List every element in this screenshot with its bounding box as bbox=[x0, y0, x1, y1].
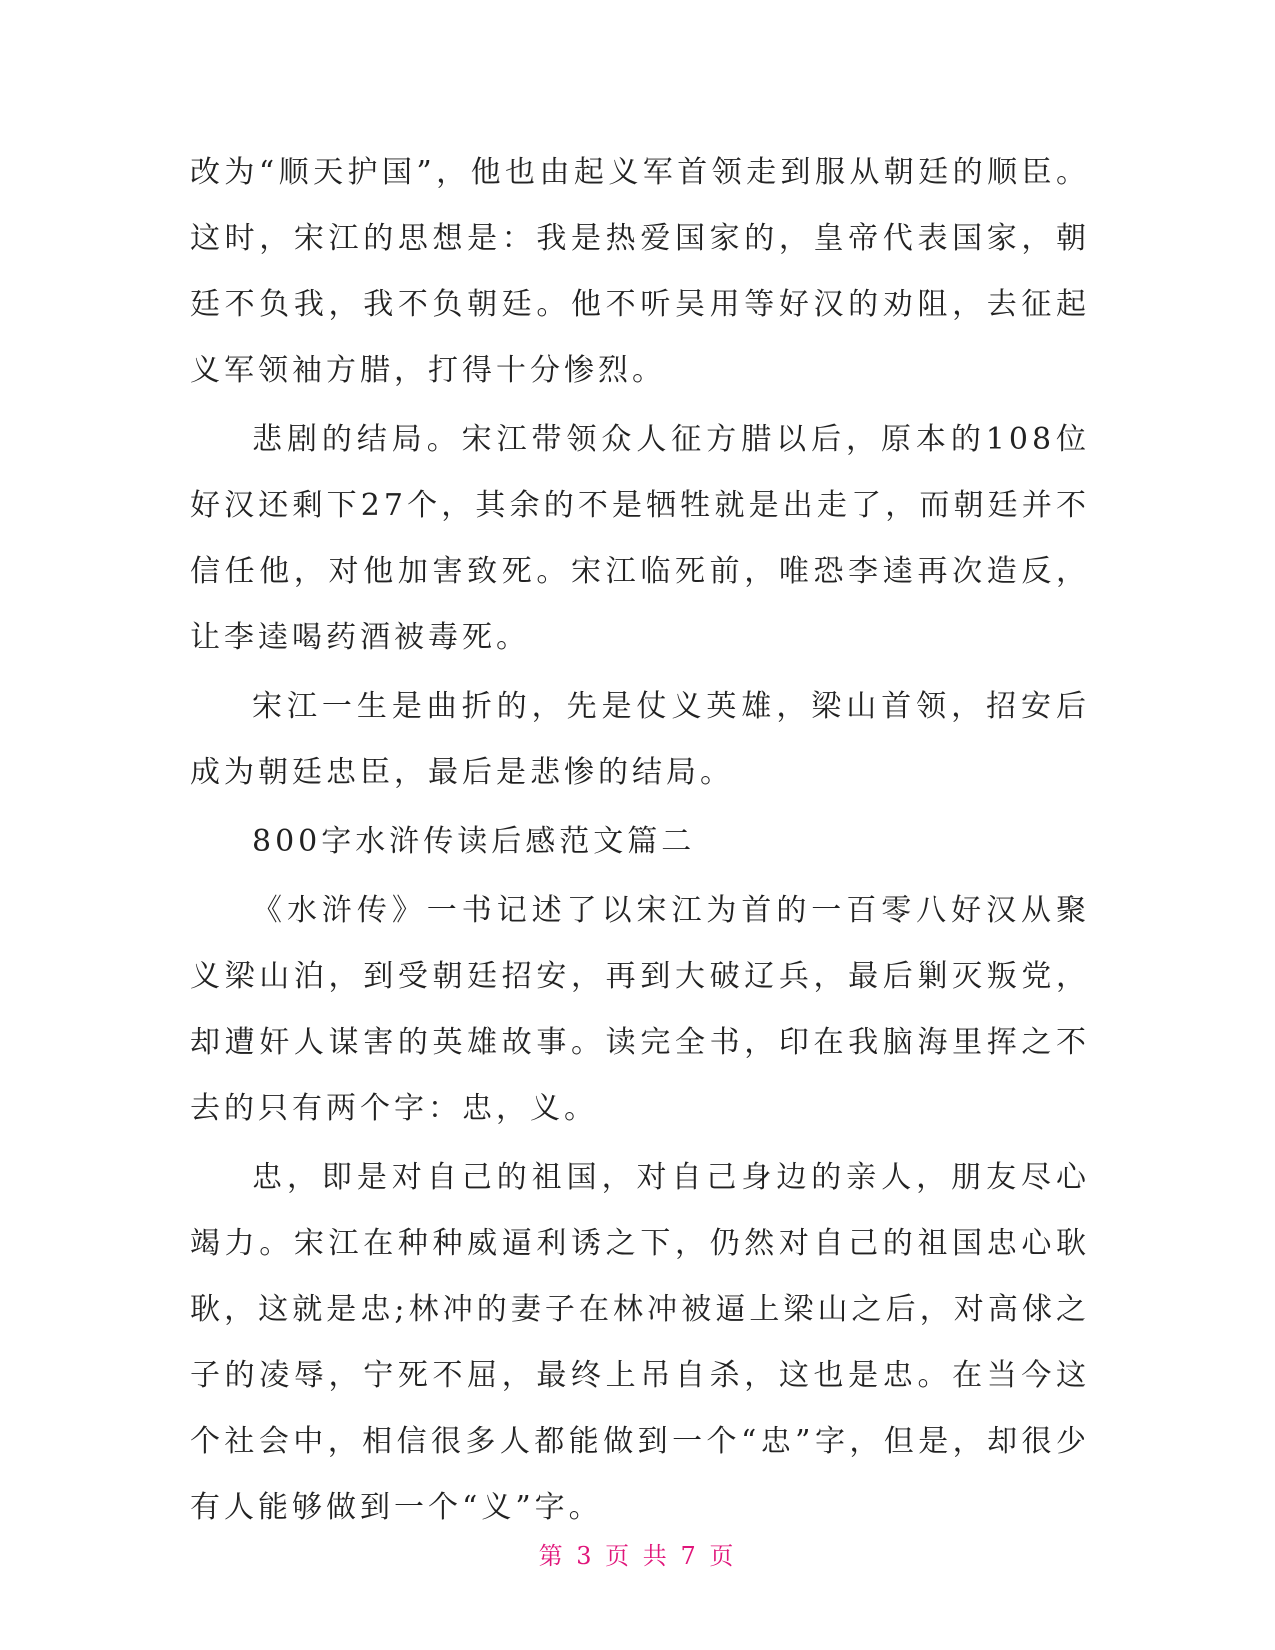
section-heading: 800字水浒传读后感范文篇二 bbox=[252, 824, 696, 859]
paragraph: 悲剧的结局。宋江带领众人征方腊以后，原本的108位好汉还剩下27个，其余的不是牺牲就是出走了，而朝廷并不信任他，对他加害致死。宋江临死前，唯恐李逵再次造反，让李逵喝药酒被毒死。 bbox=[190, 422, 1090, 655]
paragraph: 《水浒传》一书记述了以宋江为首的一百零八好汉从聚义梁山泊，到受朝廷招安，再到大破辽兵，最后剿灭叛党，却遭奸人谋害的英雄故事。读完全书，印在我脑海里挥之不去的只有两个字：忠，义。 bbox=[190, 893, 1090, 1126]
paragraph: 改为“顺天护国”，他也由起义军首领走到服从朝廷的顺臣。这时，宋江的思想是：我是热爱国家的，皇帝代表国家，朝廷不负我，我不负朝廷。他不听吴用等好汉的劝阻，去征起义军领袖方腊，打得十分惨烈。 bbox=[190, 155, 1090, 388]
document-body bbox=[190, 140, 1090, 1544]
page-number-footer: 第 3 页 共 7 页 bbox=[538, 1542, 737, 1570]
paragraph: 宋江一生是曲折的，先是仗义英雄，梁山首领，招安后成为朝廷忠臣，最后是悲惨的结局。 bbox=[190, 689, 1090, 790]
paragraph: 忠，即是对自己的祖国，对自己身边的亲人，朋友尽心竭力。宋江在种种威逼利诱之下，仍然对自己的祖国忠心耿耿，这就是忠;林冲的妻子在林冲被逼上梁山之后，对高俅之子的凌辱，宁死不屈，最终上吊自杀，这也是忠。在当今这个社会中，相信很多人都能做到一个“忠”字，但是，却很少有人能够做到一个“义”字。 bbox=[190, 1160, 1090, 1525]
